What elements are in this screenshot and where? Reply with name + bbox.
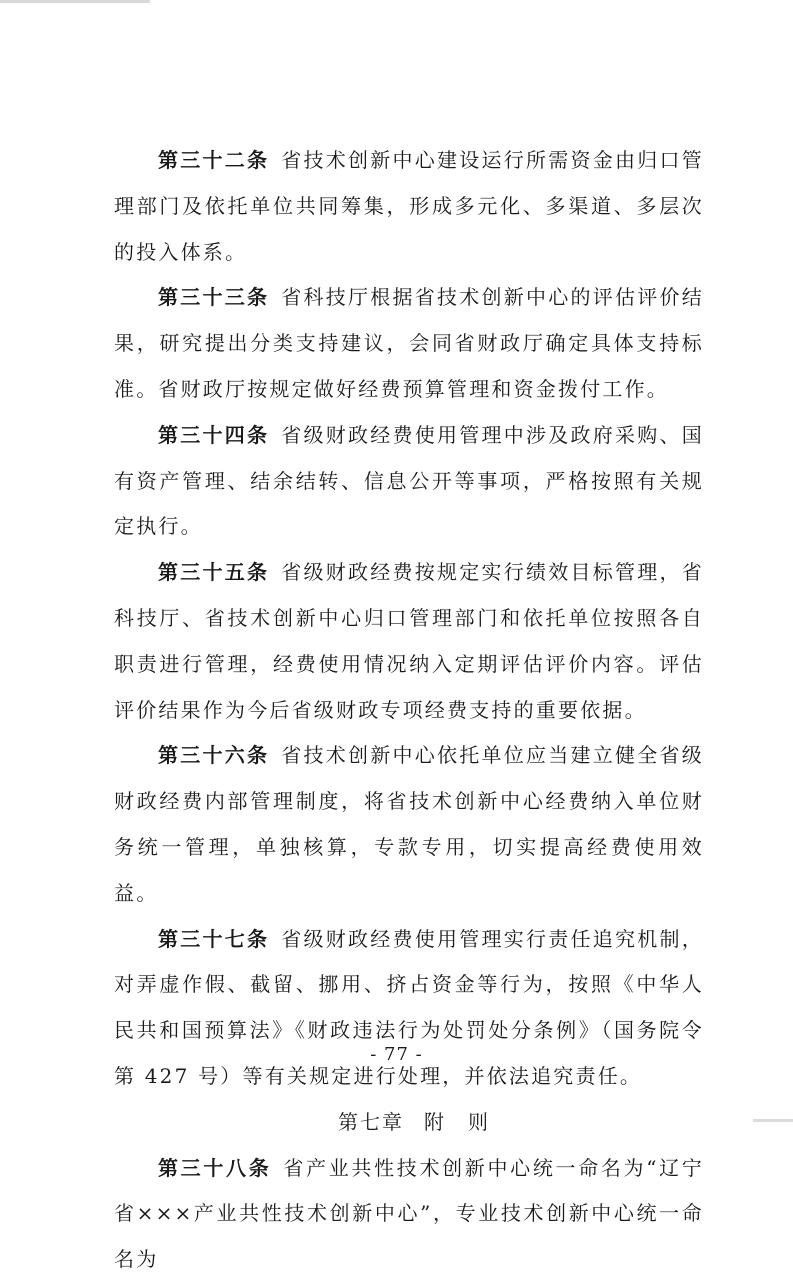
chapter-title: 附 则	[424, 1109, 490, 1134]
article-number: 第三十六条	[158, 743, 270, 768]
scan-edge-mark	[0, 0, 150, 3]
article-number: 第三十五条	[158, 560, 270, 585]
article-text: 省科技厅根据省技术创新中心的评估评价结果，研究提出分类支持建议，会同省财政厅确定具体支持标准。省财政厅按规定做好经费预算管理和资金拨付工作。	[114, 285, 704, 401]
article-text: 省技术创新中心建设运行所需资金由归口管理部门及依托单位共同筹集，形成多元化、多渠道、多层次的投入体系。	[114, 148, 704, 264]
page-number: - 77 -	[370, 1044, 423, 1065]
article-number: 第三十八条	[158, 1155, 272, 1180]
chapter-heading	[114, 1100, 704, 1146]
chapter-number: 第七章	[338, 1109, 404, 1134]
article-text: 省产业共性技术创新中心统一命名为“辽宁省×××产业共性技术创新中心”，专业技术创新中心统一命名为	[114, 1155, 704, 1272]
article-37	[114, 917, 704, 1100]
article-number: 第三十三条	[158, 285, 270, 310]
article-38	[114, 1146, 704, 1283]
article-35	[114, 550, 704, 733]
article-text: 省级财政经费使用管理中涉及政府采购、国有资产管理、结余结转、信息公开等事项，严格按照有关规定执行。	[114, 422, 704, 539]
article-number: 第三十七条	[158, 926, 270, 951]
article-34	[114, 413, 704, 550]
article-36	[114, 733, 704, 916]
article-text: 省技术创新中心依托单位应当建立健全省级财政经费内部管理制度，将省技术创新中心经费纳入单位财务统一管理，单独核算，专款专用，切实提高经费使用效益。	[114, 743, 704, 905]
document-body	[114, 138, 704, 1283]
article-number: 第三十二条	[158, 148, 270, 172]
article-number: 第三十四条	[158, 422, 270, 447]
article-33	[114, 275, 704, 412]
article-text: 省级财政经费使用管理实行责任追究机制，对弄虚作假、截留、挪用、挤占资金等行为，按照《中华人民共和国预算法》《财政违法行为处罚处分条例》（国务院令第 427 号）等有关规定进行处理，并依法追究责任。	[114, 926, 704, 1088]
article-text: 省级财政经费按规定实行绩效目标管理，省科技厅、省技术创新中心归口管理部门和依托单位按照各自职责进行管理，经费使用情况纳入定期评估评价内容。评估评价结果作为今后省级财政专项经费支持的重要依据。	[114, 560, 704, 722]
article-32	[114, 138, 704, 275]
